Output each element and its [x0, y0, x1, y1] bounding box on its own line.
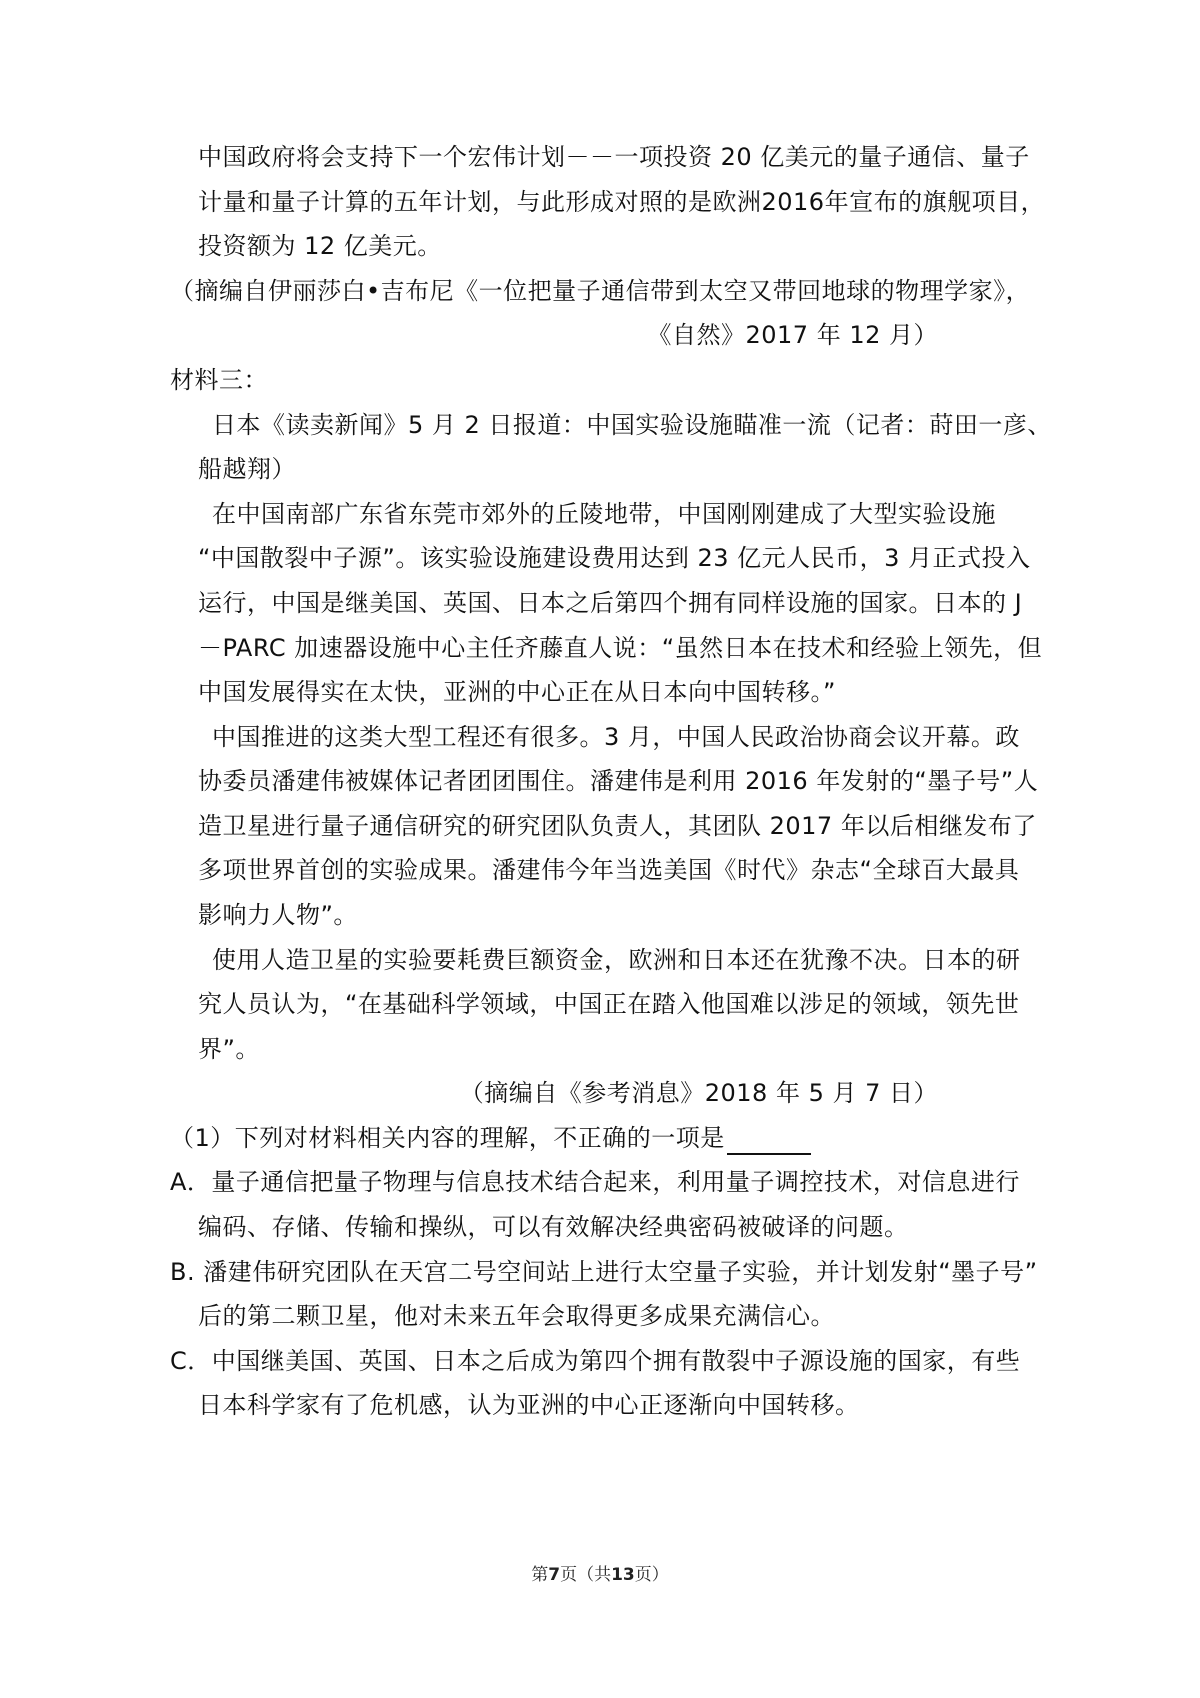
option-c-cont: 日本科学家有了危机感，认为亚洲的中心正逐渐向中国转移。 — [198, 1391, 860, 1419]
text-line: 计量和量子计算的五年计划，与此形成对照的是欧洲2016年宣布的旗舰项目， — [198, 188, 1046, 216]
text-line: 中国推进的这类大型工程还有很多。3 月，中国人民政治协商会议开幕。政 — [212, 723, 1020, 751]
text-line: 多项世界首创的实验成果。潘建伟今年当选美国《时代》杂志“全球百大最具 — [198, 856, 1020, 884]
page-footer — [0, 1560, 1200, 1585]
footer-page-number: 7 — [548, 1565, 561, 1585]
footer-middle: 页（共 — [560, 1565, 612, 1585]
text-line: 使用人造卫星的实验要耗费巨额资金，欧洲和日本还在犹豫不决。日本的研 — [212, 946, 1021, 974]
option-a-cont: 编码、存储、传输和操纵，可以有效解决经典密码被破译的问题。 — [198, 1213, 909, 1241]
text-line: “中国散裂中子源”。该实验设施建设费用达到 23 亿元人民币，3 月正式投入 — [198, 544, 1031, 572]
source-citation: （摘编自《参考消息》2018 年 5 月 7 日） — [459, 1079, 938, 1107]
text-line: 中国发展得实在太快，亚洲的中心正在从日本向中国转移。” — [198, 678, 836, 706]
source-citation: 《自然》2017 年 12 月） — [647, 321, 938, 349]
answer-blank — [727, 1129, 811, 1155]
text-line: －PARC 加速器设施中心主任齐藤直人说：“虽然日本在技术和经验上领先，但 — [198, 634, 1043, 662]
text-line: 造卫星进行量子通信研究的研究团队负责人，其团队 2017 年以后相继发布了 — [198, 812, 1037, 840]
text-line: 在中国南部广东省东莞市郊外的丘陵地带，中国刚刚建成了大型实验设施 — [212, 500, 996, 528]
article-title: 船越翔） — [198, 455, 296, 483]
text-line: 投资额为 12 亿美元。 — [198, 232, 442, 260]
text-line: 中国政府将会支持下一个宏伟计划－－一项投资 20 亿美元的量子通信、量子 — [198, 143, 1030, 171]
footer-suffix: 页） — [634, 1565, 669, 1585]
option-c: C．中国继美国、英国、日本之后成为第四个拥有散裂中子源设施的国家，有些 — [170, 1347, 1021, 1375]
option-b: B. 潘建伟研究团队在天宫二号空间站上进行太空量子实验，并计划发射“墨子号” — [170, 1258, 1038, 1286]
option-b-cont: 后的第二颗卫星，他对未来五年会取得更多成果充满信心。 — [198, 1302, 835, 1330]
question-text: （1）下列对材料相关内容的理解，不正确的一项是 — [170, 1124, 725, 1152]
text-line: 运行，中国是继美国、英国、日本之后第四个拥有同样设施的国家。日本的 J — [198, 589, 1023, 617]
question-stem — [170, 1121, 811, 1155]
footer-prefix: 第 — [531, 1565, 549, 1585]
footer-total-pages: 13 — [611, 1565, 635, 1585]
text-line: 影响力人物”。 — [198, 901, 358, 929]
text-line: 界”。 — [198, 1035, 260, 1063]
section-heading: 材料三： — [170, 366, 268, 394]
option-a: A．量子通信把量子物理与信息技术结合起来，利用量子调控技术，对信息进行 — [170, 1168, 1020, 1196]
source-citation: （摘编自伊丽莎白•吉布尼《一位把量子通信带到太空又带回地球的物理学家》， — [170, 277, 1031, 305]
text-line: 究人员认为，“在基础科学领域，中国正在踏入他国难以涉足的领域，领先世 — [198, 990, 1020, 1018]
text-line: 协委员潘建伟被媒体记者团团围住。潘建伟是利用 2016 年发射的“墨子号”人 — [198, 767, 1039, 795]
article-title: 日本《读卖新闻》5 月 2 日报道：中国实验设施瞄准一流（记者：莳田一彦、 — [212, 411, 1052, 439]
